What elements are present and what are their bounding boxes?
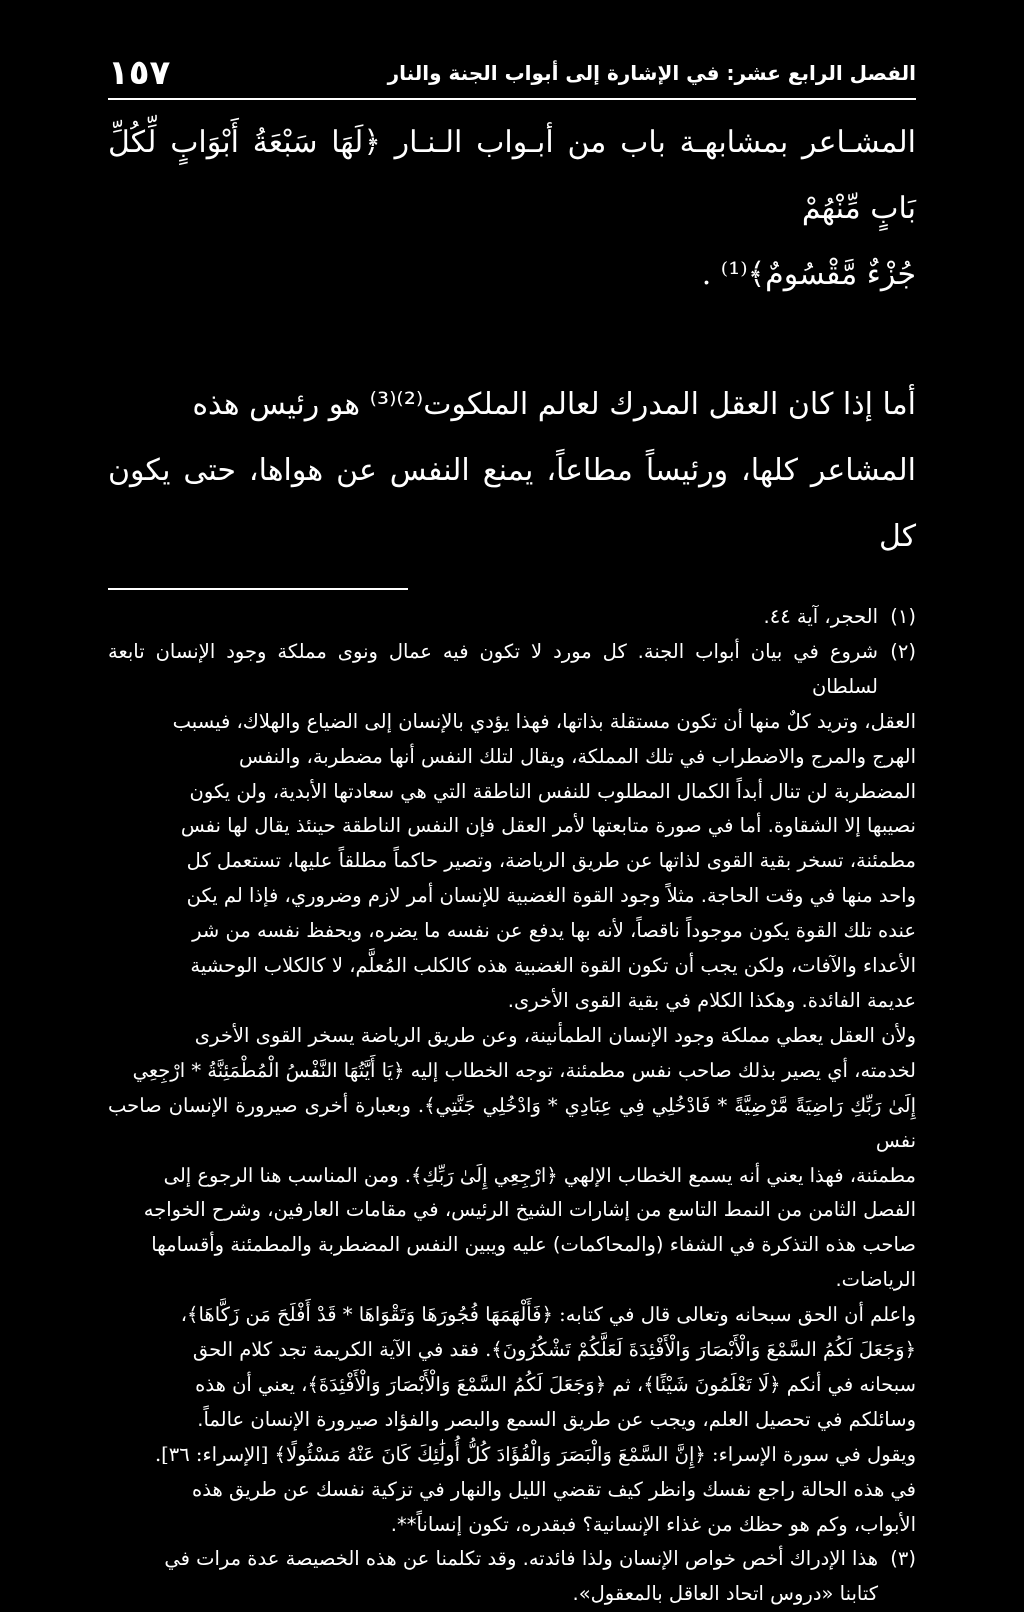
page-number: ١٥٧ [108, 53, 171, 93]
footnote-line: العقل، وتريد كلٌ منها أن تكون مستقلة بذاتها، فهذا يؤدي بالإنسان إلى الضياع والهلاك، فيسبب [172, 709, 916, 733]
footnote-line: الأعداء والآفات، ولكن يجب أن تكون القوة الغضبية هذه كالكلب المُعلَّم، لا كالكلاب الوحشية [190, 954, 916, 978]
footnote-line: ويقول في سورة الإسراء: ﴿إِنَّ السَّمْعَ وَالْبَصَرَ وَالْفُؤَادَ كُلُّ أُولَٰئِكَ كَانَ عَنْهُ مَسْئُولًا﴾ [الإسراء: ٣٦]. [154, 1442, 916, 1466]
footnote-line: سبحانه في أنكم ﴿لَا تَعْلَمُونَ شَيْئًا﴾، ثم ﴿وَجَعَلَ لَكُمُ السَّمْعَ وَالْأَبْصَارَ وَالْأَفْئِدَةَ﴾، يعني أن هذه [195, 1372, 916, 1396]
footnote-1 [108, 600, 916, 635]
page-body [108, 110, 916, 1612]
footnote-line: واعلم أن الحق سبحانه وتعالى قال في كتابه: ﴿فَأَلْهَمَهَا فُجُورَهَا وَتَقْوَاهَا * قَدْ أَفْلَحَ مَن زَكَّاهَا﴾، [180, 1303, 916, 1327]
footnote-marker: (١) [890, 605, 916, 628]
footnote-line: واحد منها في وقت الحاجة. مثلاً وجود القوة الغضبية للإنسان أمر لازم وضروري، فإذا لم يكن [186, 884, 916, 908]
main-text-line: جُزْءٌ مَّقْسُومٌ﴾⁽¹⁾ . [701, 257, 916, 292]
footnote-line: مطمئنة، فهذا يعني أنه يسمع الخطاب الإلهي ﴿ارْجِعِي إِلَىٰ رَبِّكِ﴾. ومن المناسب هنا الرجوع إلى [163, 1163, 916, 1187]
footnote-line: عديمة الفائدة. وهكذا الكلام في بقية القوى الأخرى. [507, 988, 916, 1012]
footnote-line: نصيبها إلا الشقاوة. أما في صورة متابعتها لأمر العقل فإن النفس الناطقة حينئذ يقال لها نفس [180, 814, 916, 838]
footnote-separator [108, 588, 408, 590]
main-text-line: المشـاعر بمشابهـة باب من أبـواب الـنـار ﴿لَهَا سَبْعَةُ أَبْوَابٍ لِّكُلِّ بَابٍ مِّنْهُمْ [108, 125, 916, 226]
footnote-2-body [108, 705, 916, 1298]
footnote-2 [108, 635, 916, 705]
footnote-line: الرياضات. [835, 1268, 916, 1292]
footnote-line: إِلَىٰ رَبِّكِ رَاضِيَةً مَّرْضِيَّةً * فَادْخُلِي فِي عِبَادِي * وَادْخُلِي جَنَّتِي﴾. وبعبارة أخرى صيرورة الإنسان صاحب نفس [108, 1093, 916, 1152]
footnote-marker: (٣) [890, 1547, 916, 1571]
footnote-line: الأبواب، وكم هو حظك من غذاء الإنسانية؟ فبقدره، تكون إنساناً**. [390, 1512, 916, 1536]
footnote-line: الفصل الثامن من النمط التاسع من إشارات الشيخ الرئيس، في مقامات العارفين، وشرح الخواجه [143, 1198, 916, 1222]
footnote-line: هذا الإدراك أخص خواص الإنسان ولذا فائدته. وقد تكلمنا عن هذه الخصيصة عدة مرات في [164, 1547, 878, 1571]
footnote-line: وسائلكم في تحصيل العلم، ويجب عن طريق السمع والبصر والفؤاد صيرورة الإنسان عالماً. [197, 1407, 916, 1431]
footnote-line: في هذه الحالة راجع نفسك وانظر كيف تقضي الليل والنهار في تزكية نفسك عن طريق هذه [192, 1477, 916, 1501]
footnote-3 [108, 1542, 916, 1612]
footnote-line: صاحب هذه التذكرة في الشفاء (والمحاكمات) عليه ويبين النفس المضطربة والمطمئنة وأقسامها [151, 1233, 916, 1257]
footnote-line: لخدمته، أي يصير بذلك صاحب نفس مطمئنة، توجه الخطاب إليه ﴿يَا أَيَّتُهَا النَّفْسُ الْمُطْمَئِنَّةُ * ارْجِعِي [132, 1058, 916, 1082]
footnote-2-continuation [108, 1298, 916, 1542]
footnote-line: كتابنا «دروس اتحاد العاقل بالمعقول». [572, 1582, 878, 1606]
footnote-line: عنده تلك القوة يكون موجوداً ناقصاً، لأنه بها يدفع عن نفسه ما يضره، ويحفظ نفسه من شر [192, 919, 916, 943]
footnote-line: المضطربة لن تنال أبداً الكمال المطلوب للنفس الناطقة التي هي سعادتها الأبدية، ولن يكون [189, 779, 916, 803]
footnote-line: ولأن العقل يعطي مملكة وجود الإنسان الطمأنينة، وعن طريق الرياضة يسخر القوى الأخرى [194, 1023, 916, 1047]
footnote-line: شروع في بيان أبواب الجنة. كل مورد لا تكون فيه عمال ونوى مملكة وجود الإنسان تابعة لسلطان [108, 639, 878, 698]
footnote-line: الهرج والمرج والاضطراب في تلك المملكة، ويقال لتلك النفس أنها مضطربة، والنفس [238, 744, 916, 768]
main-text-line: أما إذا كان العقل المدرك لعالم الملكوت⁽²⁾⁽³⁾ هو رئيس هذه [192, 387, 916, 422]
footnote-line: ﴿وَجَعَلَ لَكُمُ السَّمْعَ وَالْأَبْصَارَ وَالْأَفْئِدَةَ لَعَلَّكُمْ تَشْكُرُونَ﴾. فقد في الآية الكريمة تجد كلام الحق [192, 1338, 916, 1362]
footnote-line: مطمئنة، تسخر بقية القوى لذاتها عن طريق الرياضة، وتصير حاكماً مطلقاً عليها، تستعمل كل [186, 849, 916, 873]
page-header [108, 48, 916, 100]
main-text-line: المشاعر كلها، ورئيساً مطاعاً، يمنع النفس عن هواها، حتى يكون كل [108, 453, 916, 554]
footnote-line: الحجر، آية ٤٤. [763, 605, 878, 628]
footnote-marker: (٢) [890, 639, 916, 663]
running-title: الفصل الرابع عشر: في الإشارة إلى أبواب الجنة والنار [387, 61, 916, 85]
